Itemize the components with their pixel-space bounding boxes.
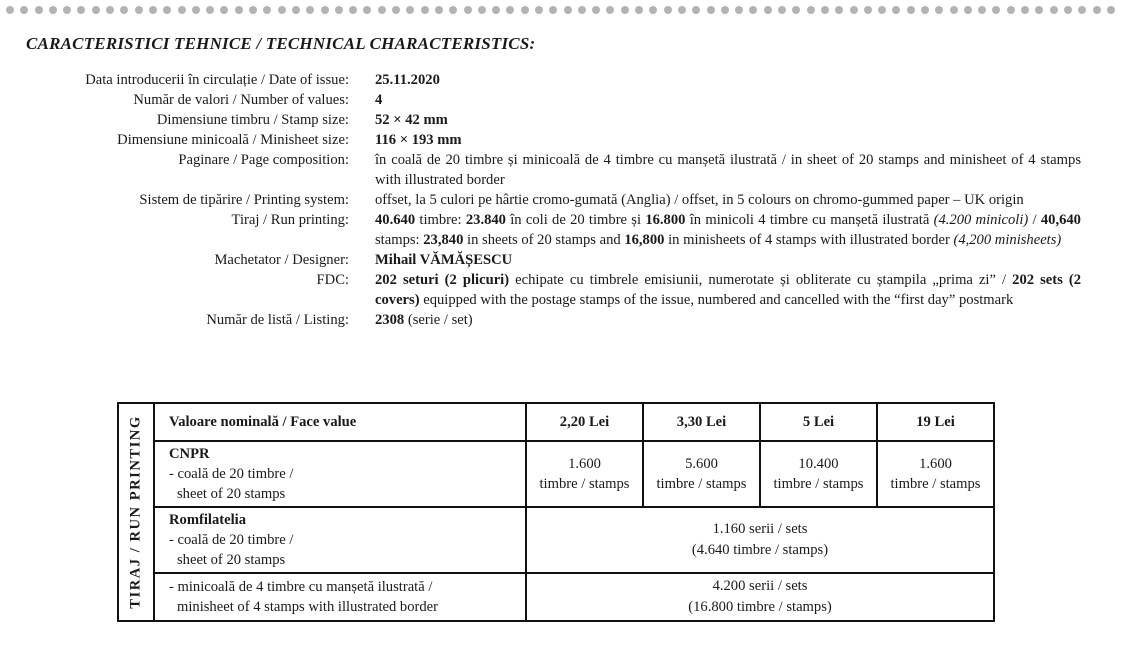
spec-label: Dimensiune minicoală / Minisheet size: [117,132,349,148]
header-value: 5 Lei [760,403,877,441]
spec-label: FDC: [316,272,349,288]
divider-dot [907,6,915,14]
spec-value: 25.11.2020 [375,72,440,88]
table-cell: 5.600 timbre / stamps [643,441,760,507]
divider-dot [549,6,557,14]
divider-dot [106,6,114,14]
divider-dot [192,6,200,14]
spec-label: Machetator / Designer: [214,252,349,268]
divider-dot [892,6,900,14]
divider-dot [278,6,286,14]
divider-dot [77,6,85,14]
divider-dot [492,6,500,14]
divider-dot [864,6,872,14]
divider-dot [964,6,972,14]
divider-dot [649,6,657,14]
table-row-romfilatelia [118,507,994,573]
divider-dot [592,6,600,14]
run-printing-table [117,402,995,622]
divider-dot [1078,6,1086,14]
divider-dot [1064,6,1072,14]
spec-value: 202 seturi (2 plicuri) echipate cu timbrele emisiunii, numerotate și obliterate cu ștampila „prima zi” / 202 sets (2 covers) equipped with the postage stamps of the issue, numbered and cancelled with the “first day” postmark [375,272,1082,308]
divider-dot [764,6,772,14]
header-face-value: Valoare nominală / Face value [154,403,526,441]
divider-dot [35,6,43,14]
divider-dot [421,6,429,14]
divider-dot [363,6,371,14]
divider-dot [878,6,886,14]
table-row-cnpr [118,441,994,507]
divider-dot [707,6,715,14]
specs-list [0,70,1121,330]
dotted-divider [0,6,1121,18]
divider-dot [735,6,743,14]
divider-dot [821,6,829,14]
table-cell: 10.400 timbre / stamps [760,441,877,507]
spec-value: Mihail VĂMĂȘESCU [375,252,513,268]
spec-label: Dimensiune timbru / Stamp size: [156,112,349,128]
spec-minisheet-size [0,130,1121,150]
divider-dot [220,6,228,14]
spec-stamp-size [0,110,1121,130]
row-label: - minicoală de 4 timbre cu manșetă ilustrată / minisheet of 4 stamps with illustrated border [154,573,526,621]
divider-dot [378,6,386,14]
row-label: CNPR - coală de 20 timbre / sheet of 20 stamps [154,441,526,507]
divider-dot [692,6,700,14]
divider-dot [435,6,443,14]
divider-dot [1021,6,1029,14]
divider-dot [506,6,514,14]
divider-dot [535,6,543,14]
spec-value: în coală de 20 timbre și minicoală de 4 timbre cu manșetă ilustrată / in sheet of 20 stamps and minisheet of 4 stamps with illustrated border [375,152,1081,188]
divider-dot [163,6,171,14]
divider-dot [478,6,486,14]
divider-dot [349,6,357,14]
divider-dot [135,6,143,14]
row-label: Romfilatelia - coală de 20 timbre / sheet of 20 stamps [154,507,526,573]
divider-dot [792,6,800,14]
divider-dot [635,6,643,14]
spec-run-printing [0,210,1121,250]
divider-dot [92,6,100,14]
spec-label: Tiraj / Run printing: [231,212,349,228]
spec-date [0,70,1121,90]
divider-dot [778,6,786,14]
divider-dot [178,6,186,14]
divider-dot [249,6,257,14]
spec-label: Număr de valori / Number of values: [133,92,349,108]
divider-dot [606,6,614,14]
divider-dot [49,6,57,14]
spec-fdc [0,270,1121,310]
spec-label: Sistem de tipărire / Printing system: [139,192,349,208]
table-row-minisheet [118,573,994,621]
divider-dot [306,6,314,14]
spec-values [0,90,1121,110]
divider-dot [449,6,457,14]
divider-dot [621,6,629,14]
spec-listing [0,310,1121,330]
divider-dot [63,6,71,14]
divider-dot [564,6,572,14]
divider-dot [749,6,757,14]
header-value: 3,30 Lei [643,403,760,441]
header-value: 2,20 Lei [526,403,643,441]
divider-dot [1107,6,1115,14]
divider-dot [335,6,343,14]
table-cell: 1.600 timbre / stamps [526,441,643,507]
divider-dot [521,6,529,14]
spec-printing-system [0,190,1121,210]
divider-dot [578,6,586,14]
divider-dot [206,6,214,14]
spec-page-composition [0,150,1121,190]
spec-value: 2308 (serie / set) [375,312,473,328]
divider-dot [292,6,300,14]
table-cell: 1.600 timbre / stamps [877,441,994,507]
divider-dot [807,6,815,14]
table-header-row [118,403,994,441]
section-title: CARACTERISTICI TEHNICE / TECHNICAL CHARACTERISTICS: [26,34,536,53]
side-label: TIRAJ / RUN PRINTING [127,415,144,609]
divider-dot [321,6,329,14]
divider-dot [464,6,472,14]
divider-dot [935,6,943,14]
divider-dot [6,6,14,14]
divider-dot [1050,6,1058,14]
spec-label: Număr de listă / Listing: [206,312,349,328]
divider-dot [149,6,157,14]
divider-dot [978,6,986,14]
divider-dot [721,6,729,14]
divider-dot [664,6,672,14]
divider-dot [1093,6,1101,14]
table-cell: 4.200 serii / sets (16.800 timbre / stamps) [526,573,994,621]
divider-dot [678,6,686,14]
spec-label: Paginare / Page composition: [178,152,349,168]
spec-designer [0,250,1121,270]
divider-dot [950,6,958,14]
divider-dot [1007,6,1015,14]
spec-value: 52 × 42 mm [375,112,448,128]
header-value: 19 Lei [877,403,994,441]
spec-value: 116 × 193 mm [375,132,462,148]
divider-dot [406,6,414,14]
divider-dot [921,6,929,14]
divider-dot [835,6,843,14]
spec-label: Data introducerii în circulație / Date of issue: [85,72,349,88]
spec-value: offset, la 5 culori pe hârtie cromo-gumată (Anglia) / offset, in 5 colours on chromo-gummed paper – UK origin [375,192,1024,208]
divider-dot [235,6,243,14]
divider-dot [392,6,400,14]
divider-dot [120,6,128,14]
divider-dot [1035,6,1043,14]
divider-dot [20,6,28,14]
divider-dot [263,6,271,14]
divider-dot [992,6,1000,14]
side-label-cell [118,403,154,621]
table-cell: 1.160 serii / sets (4.640 timbre / stamps) [526,507,994,573]
spec-value: 40.640 timbre: 23.840 în coli de 20 timbre și 16.800 în minicoli 4 timbre cu manșetă ilustrată (4.200 minicoli) / 40,640 stamps: 23,840 in sheets of 20 stamps and 16,800 in minisheets of 4 stamps with illustrated border (4,200 minisheets) [375,212,1081,248]
divider-dot [850,6,858,14]
spec-value: 4 [375,92,383,108]
